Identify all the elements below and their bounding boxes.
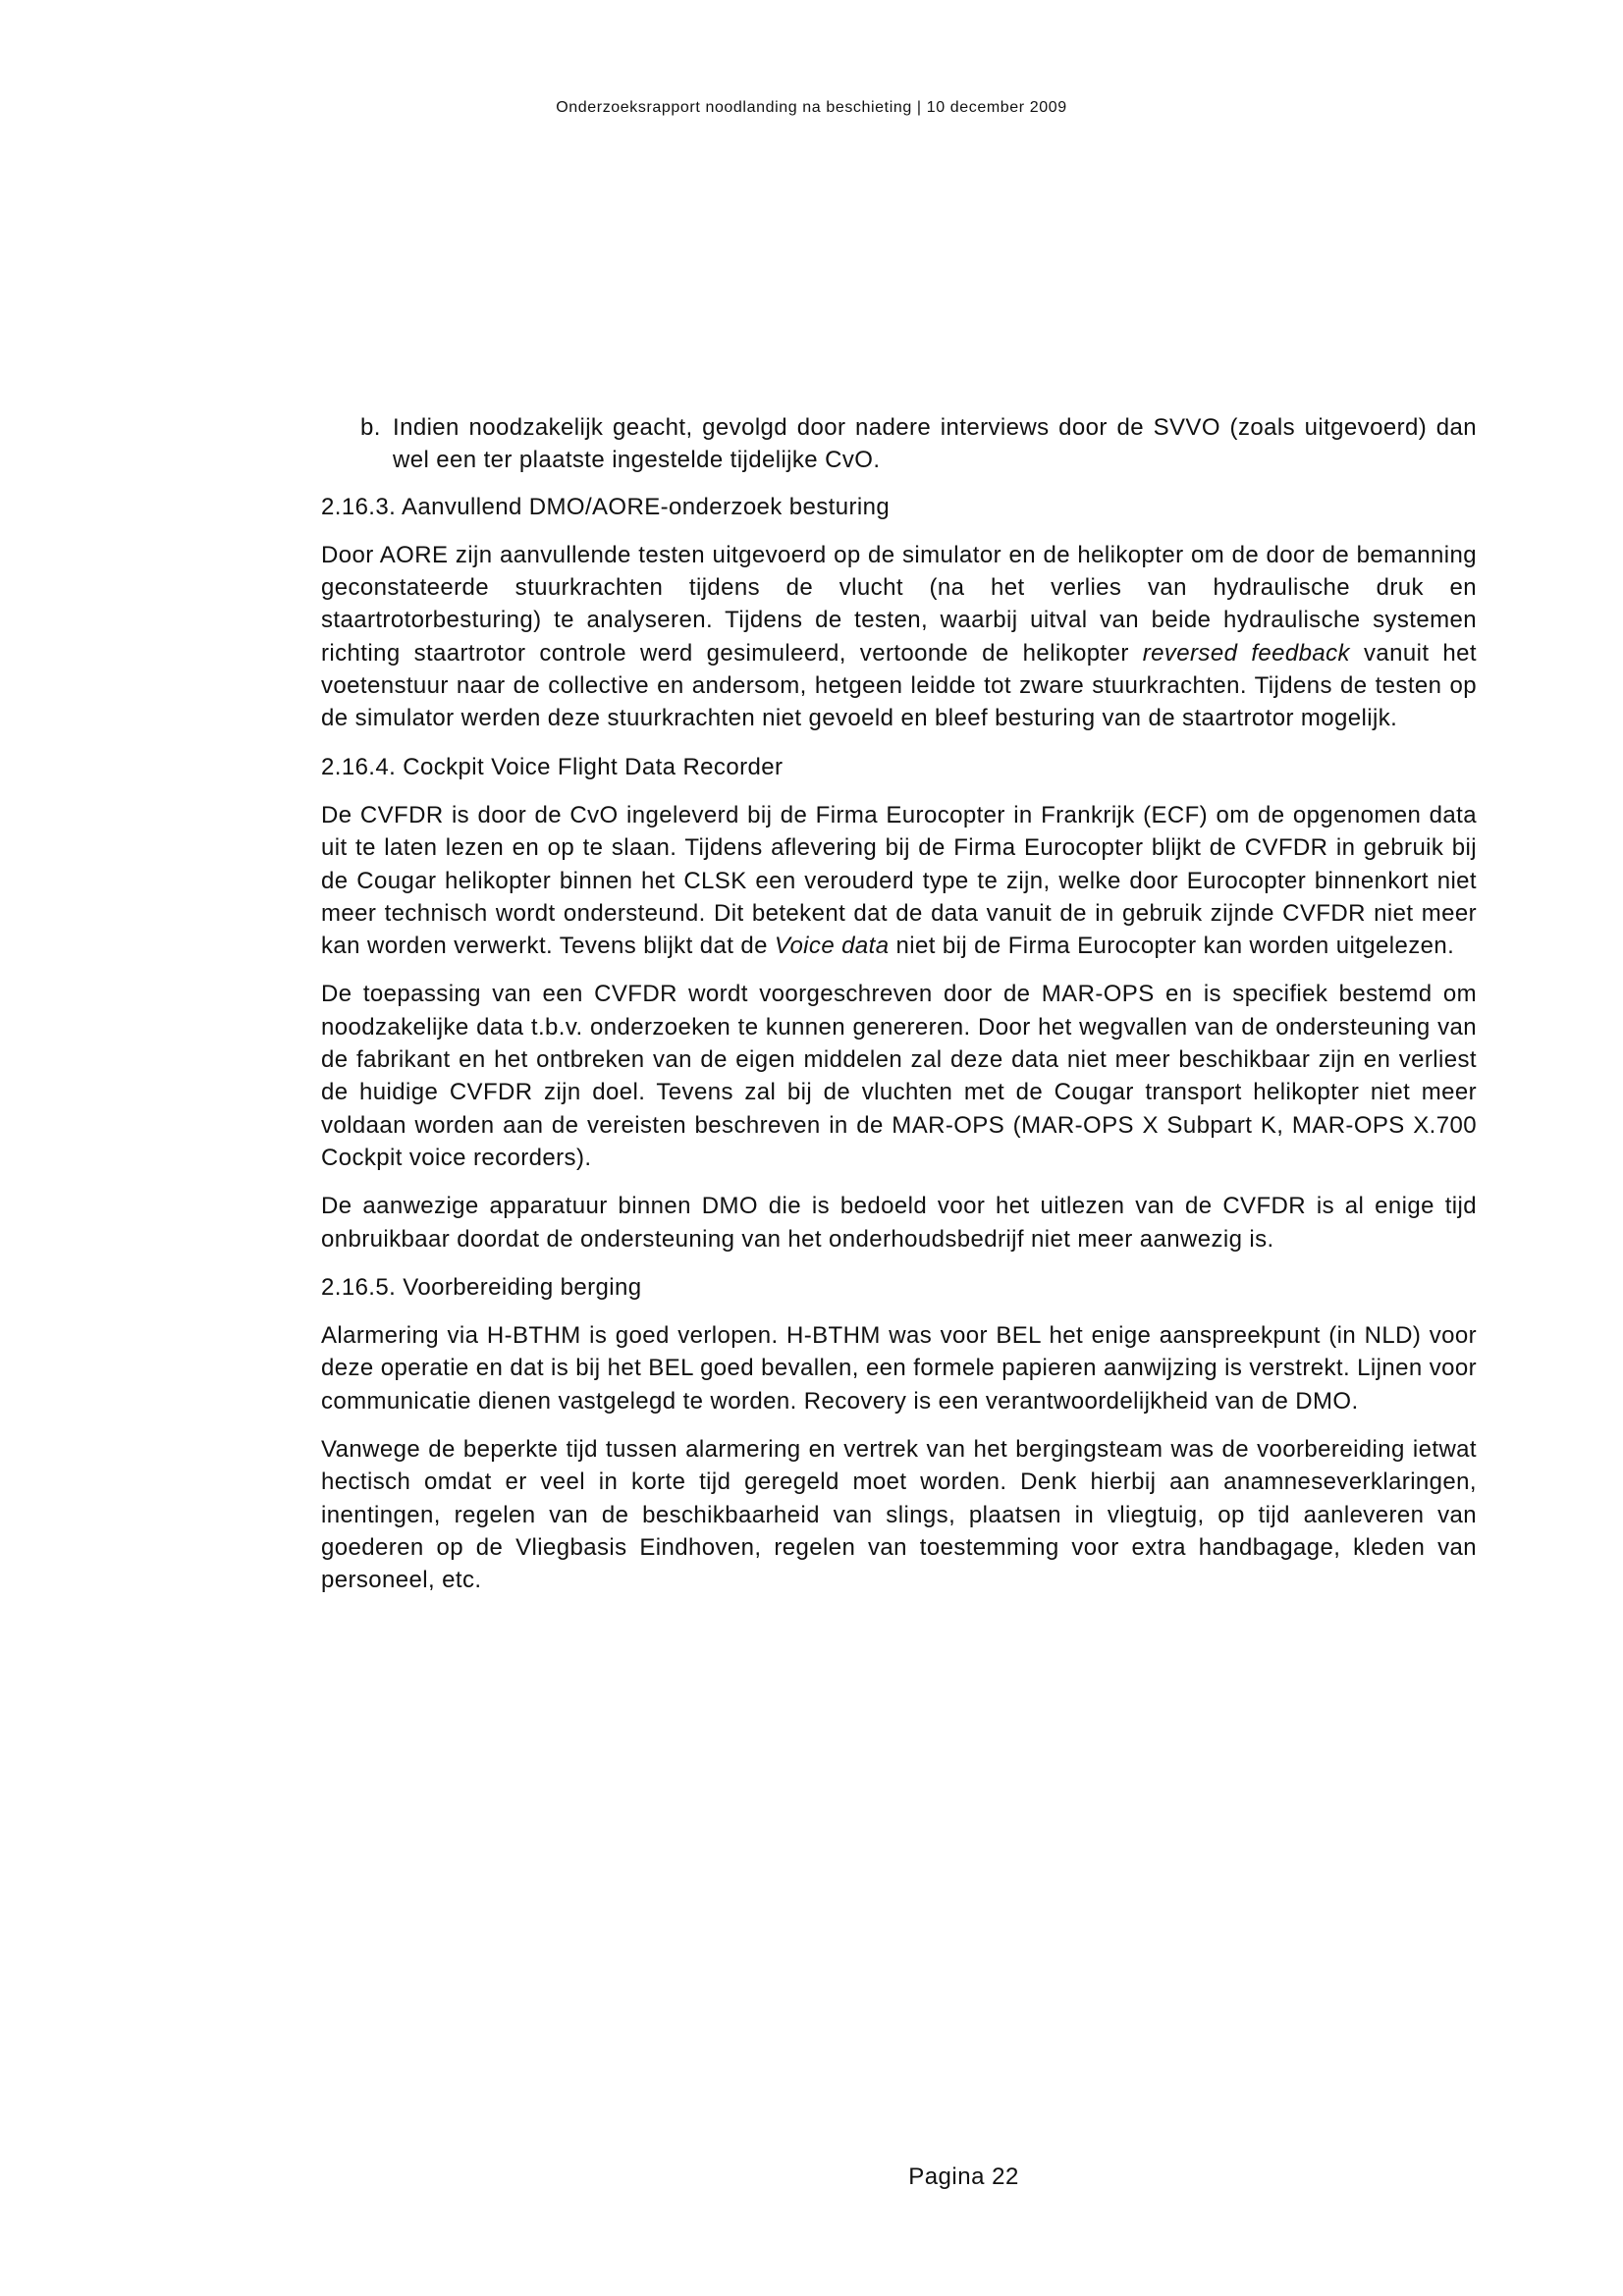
- section-heading-2-16-5: 2.16.5. Voorbereiding berging: [321, 1273, 642, 1301]
- paragraph-text: Door AORE zijn aanvullende testen uitgevoerd op de simulator en de helikopter om de door de bemanning geconstateerde stuurkrachten tijdens de vlucht (na het verlies van hydraulische druk en staartrotorbesturing) te analyseren. Tijdens de testen, waarbij uitval van beide hydraulische systemen richting staartrotor controle werd gesimuleerd, vertoonde de helikopter: [321, 541, 1477, 667]
- list-marker: b.: [360, 414, 381, 441]
- list-item-b: [321, 411, 1477, 477]
- paragraph-aore-tests: [321, 539, 1477, 735]
- italic-term-reversed-feedback: reversed feedback: [1142, 639, 1350, 667]
- paragraph-text: De CVFDR is door de CvO ingeleverd bij de Firma Eurocopter in Frankrijk (ECF) om de opgenomen data uit te laten lezen en op te slaan. Tijdens aflevering bij de Firma Eurocopter blijkt de CVFDR in gebruik bij de Cougar helikopter binnen het CLSK een verouderd type te zijn, welke door Eurocopter binnenkort niet meer technisch wordt ondersteund. Dit betekent dat de data vanuit de in gebruik zijnde CVFDR niet meer kan worden verwerkt. Tevens blijkt dat de: [321, 801, 1477, 960]
- paragraph-text: niet bij de Firma Eurocopter kan worden uitgelezen.: [889, 933, 1455, 960]
- paragraph-cvfdr-equipment: De aanwezige apparatuur binnen DMO die is bedoeld voor het uitlezen van de CVFDR is al enige tijd onbruikbaar doordat de ondersteuning van het onderhoudsbedrijf niet meer aanwezig is.: [321, 1193, 1477, 1253]
- paragraph-cvfdr-delivery: [321, 799, 1477, 962]
- section-heading-2-16-4: 2.16.4. Cockpit Voice Flight Data Recorder: [321, 753, 784, 780]
- paragraph-text: vanuit het voetenstuur naar de collective en andersom, hetgeen leidde tot zware stuurkrachten. Tijdens de testen op de simulator werden deze stuurkrachten niet gevoeld en bleef besturing van de staartrotor mogelijk.: [321, 639, 1477, 732]
- italic-term-voice-data: Voice data: [774, 933, 890, 960]
- running-header: Onderzoeksrapport noodlanding na beschieting | 10 december 2009: [556, 99, 1067, 116]
- paragraph-cvfdr-requirements: De toepassing van een CVFDR wordt voorgeschreven door de MAR-OPS en is specifiek bestemd om noodzakelijke data t.b.v. onderzoeken te kunnen genereren. Door het wegvallen van de ondersteuning van de fabrikant en het ontbreken van de eigen middelen zal deze data niet meer beschikbaar zijn en verliest de huidige CVFDR zijn doel. Tevens zal bij de vluchten met de Cougar transport helikopter niet meer voldaan worden aan de vereisten beschreven in de MAR-OPS (MAR-OPS X Subpart K, MAR-OPS X.700 Cockpit voice recorders).: [321, 981, 1477, 1171]
- page-body: [321, 411, 1477, 1613]
- paragraph-alarmering: Alarmering via H-BTHM is goed verlopen. H-BTHM was voor BEL het enige aanspreekpunt (in NLD) voor deze operatie en dat is bij het BEL goed bevallen, een formele papieren aanwijzing is verstrekt. Lijnen voor communicatie dienen vastgelegd te worden. Recovery is een verantwoordelijkheid van de DMO.: [321, 1322, 1477, 1415]
- page-number: Pagina 22: [908, 2163, 1019, 2190]
- section-heading-2-16-3: 2.16.3. Aanvullend DMO/AORE-onderzoek besturing: [321, 493, 891, 520]
- paragraph-voorbereiding: Vanwege de beperkte tijd tussen alarmering en vertrek van het bergingsteam was de voorbereiding ietwat hectisch omdat er veel in korte tijd geregeld moet worden. Denk hierbij aan anamneseverklaringen, inentingen, regelen van de beschikbaarheid van slings, plaatsen in vliegtuig, op tijd aanleveren van goederen op de Vliegbasis Eindhoven, regelen van toestemming voor extra handbagage, kleden van personeel, etc.: [321, 1436, 1477, 1594]
- list-item-text: Indien noodzakelijk geacht, gevolgd door nadere interviews door de SVVO (zoals uitgevoerd) dan wel een ter plaatste ingestelde tijdelijke CvO.: [393, 414, 1477, 474]
